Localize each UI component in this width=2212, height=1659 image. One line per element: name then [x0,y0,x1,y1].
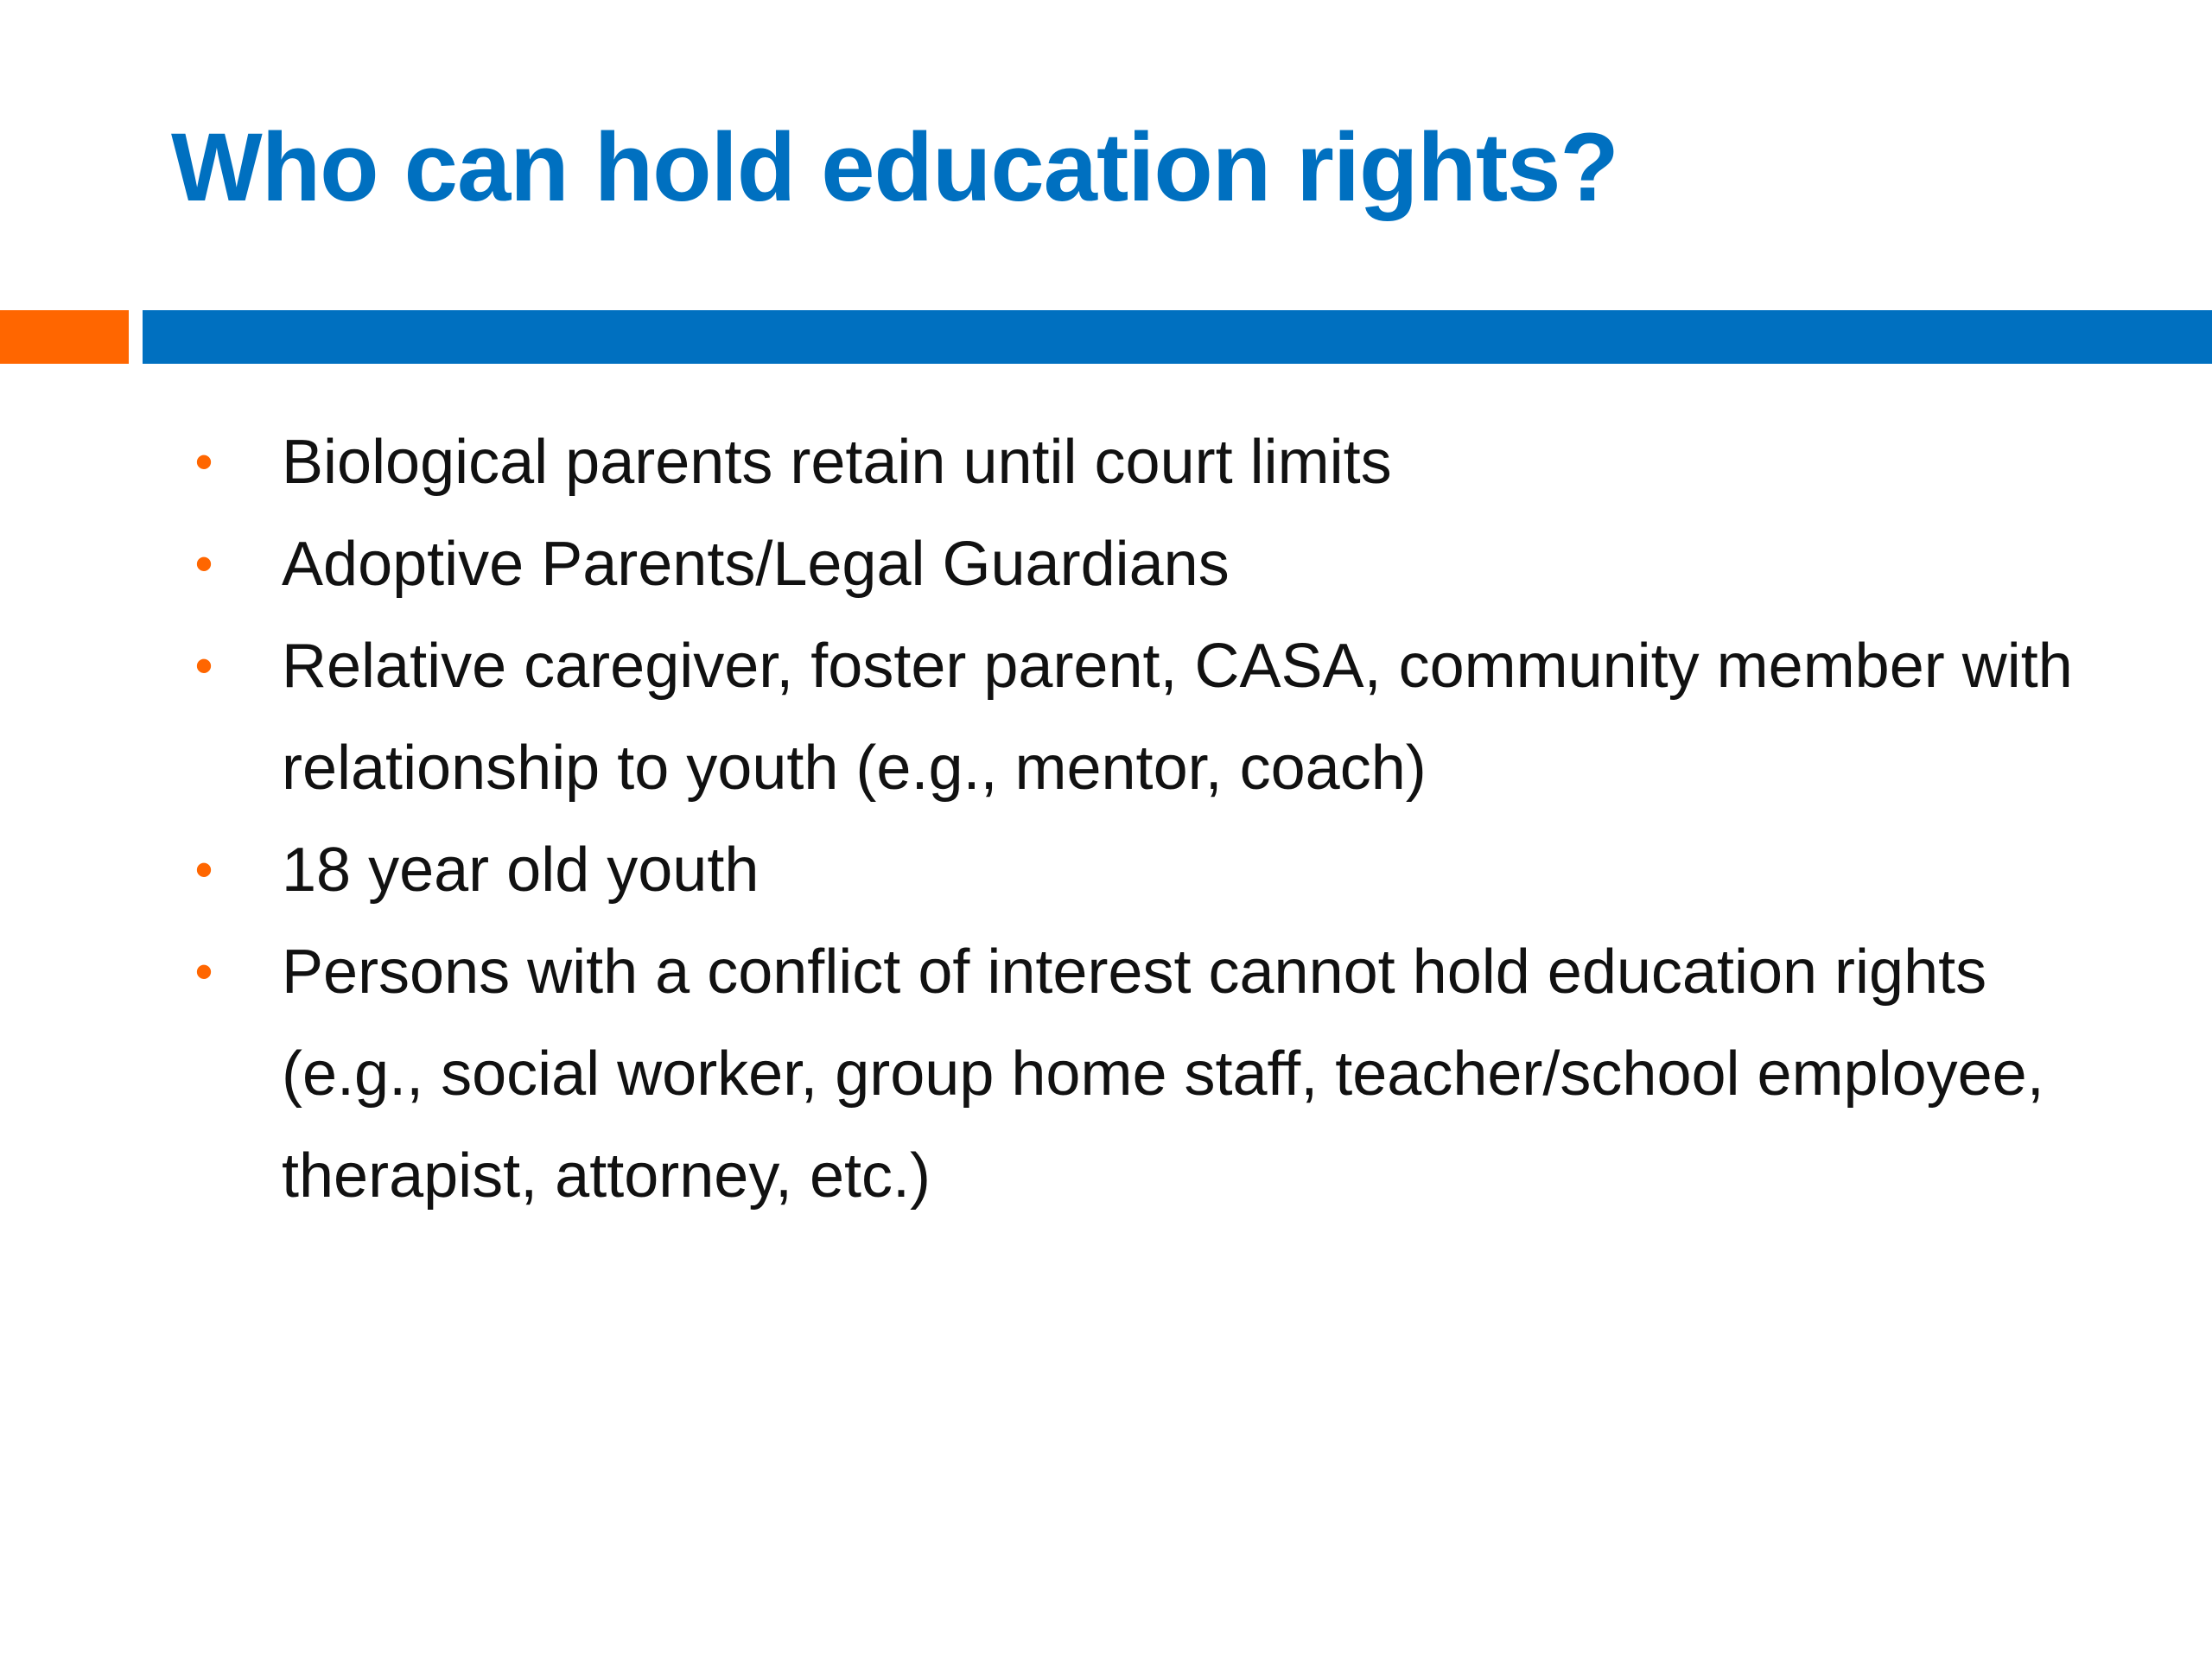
bullet-text: Persons with a conflict of interest cannot hold education rights (e.g., social worker, group home staff, teacher/school employee, therapist, attorney, etc.) [282,938,2044,1211]
bullet-text: Adoptive Parents/Legal Guardians [282,530,1230,599]
slide-title: Who can hold education rights? [171,113,1618,221]
bullet-dot-icon: • [194,433,213,491]
bullet-dot-icon: • [194,535,213,593]
accent-bar [0,310,129,364]
bullet-list [0,411,2212,1227]
bullet-text: 18 year old youth [282,836,760,905]
bullet-text: Biological parents retain until court limits [282,428,1392,497]
bullet-item [0,819,2212,921]
bullet-item [0,513,2212,615]
bullet-dot-icon: • [194,943,213,1001]
title-underline-bar [143,310,2212,364]
bullet-dot-icon: • [194,841,213,899]
bullet-dot-icon: • [194,637,213,695]
bullet-item [0,615,2212,819]
bullet-item [0,921,2212,1227]
bullet-text: Relative caregiver, foster parent, CASA, community member with relationship to youth (e.g., mentor, coach) [282,632,2073,803]
bullet-item [0,411,2212,513]
